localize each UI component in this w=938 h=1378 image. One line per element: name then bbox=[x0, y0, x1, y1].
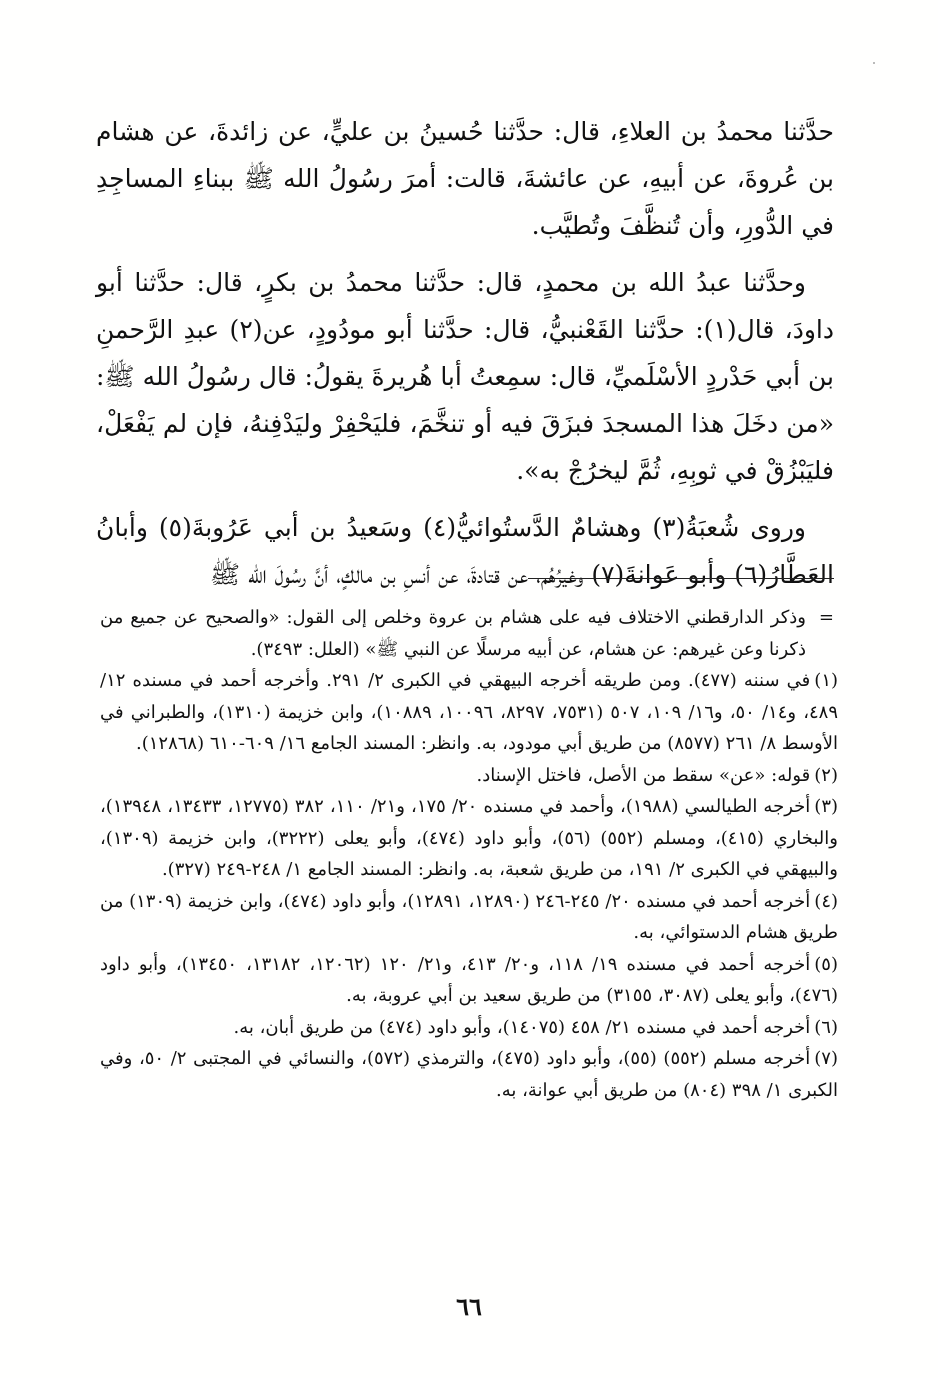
footnote-3 bbox=[100, 791, 838, 886]
footnote-2 bbox=[100, 760, 838, 792]
footnote-number: (١) bbox=[814, 670, 839, 691]
footnote-text: أخرجه الطيالسي (١٩٨٨)، وأحمد في مسنده ٢٠/ ١٧٥، و٢١/ ١١٠، ٣٨٢ (١٢٧٧٥، ١٣٤٣٣، ١٣٩٤٨)، والبخاري (٤١٥)، ومسلم (٥٥٢) (٥٦)، وأبو داود (٤٧٤)، وأبو يعلى (٣٢٢٢)، وابن خزيمة (١٣٠٩)، والبيهقي في الكبرى ٢/ ١٩١، من طريق شعبة، به. وانظر: المسند الجامع ١/ ٢٤٨-٢٤٩ (٣٢٧). bbox=[100, 796, 838, 880]
paragraph-2: وحدَّثنا عبدُ الله بن محمدٍ، قال: حدَّثنا محمدُ بن بكرٍ، قال: حدَّثنا أبو داودَ، قال(١): حدَّثنا القَعْنبيُّ، قال: حدَّثنا أبو مودُودٍ، عن(٢) عبدِ الرَّحمنِ بن أبي حَدْردٍ الأسْلَميِّ، قال: سمِعتُ أبا هُريرةَ يقولُ: قال رسُولُ الله ﷺ: «من دخَلَ هذا المسجدَ فبزَقَ فيه أو تنخَّمَ، فليَحْفِرْ وليَدْفِنهُ، فإن لم يَفْعَلْ، فليَبْزُقْ في ثوبِهِ، ثُمَّ ليخرُجْ به». bbox=[96, 268, 834, 485]
footnote-number: (٦) bbox=[814, 1016, 838, 1038]
footnote-number: (٤) bbox=[814, 890, 839, 912]
footnote-number: (٣) bbox=[814, 796, 839, 817]
footnote-text: أخرجه أحمد في مسنده ١٩/ ١١٨، و٢٠/ ٤١٣، و٢١/ ١٢٠ (١٢٠٦٢، ١٣١٨٢، ١٣٤٥٠)، وأبو داود (٤٧٦)، وأبو يعلى (٣٠٨٧، ٣١٥٥) من طريق سعيد بن أبي عروبة، به. bbox=[100, 953, 838, 1006]
footnote-6 bbox=[100, 1012, 838, 1044]
footnote-text: في سننه (٤٧٧). ومن طريقه أخرجه البيهقي في الكبرى ٢/ ٢٩١. وأخرجه أحمد في مسنده ١٢/ ٤٨٩، و١٤/ ٥٠، و١٦/ ١٠٩، ٥٠٧ (٧٥٣١، ٨٢٩٧، ١٠٠٩٦، ١٠٨٨٩)، وابن خزيمة (١٣١٠)، والطبراني في الأوسط ٨/ ٢٦١ (٨٥٧٧) من طريق أبي مودود، به. وانظر: المسند الجامع ١٦/ ٦٠٩-٦١٠ (١٢٨٦٨). bbox=[100, 670, 839, 754]
speck bbox=[873, 62, 875, 64]
footnote-text: أخرجه أحمد في مسنده ٢٠/ ٢٤٥-٢٤٦ (١٢٨٩٠، ١٢٨٩١)، وأبو داود (٤٧٤)، وابن خزيمة (١٣٠٩) من طريق هشام الدستوائي، به. bbox=[100, 890, 838, 943]
footnote-number: (٧) bbox=[814, 1048, 838, 1069]
footnote-text: أخرجه أحمد في مسنده ٢١/ ٤٥٨ (١٤٠٧٥)، وأبو داود (٤٧٤) من طريق أبان، به. bbox=[233, 1016, 811, 1038]
footnote-7 bbox=[100, 1043, 838, 1106]
footnote-continuation bbox=[100, 602, 838, 665]
continuation-mark: = bbox=[818, 607, 834, 628]
footnote-number: (٢) bbox=[814, 764, 838, 786]
footnote-number: (٥) bbox=[814, 953, 838, 975]
footnotes bbox=[100, 602, 838, 1106]
page-number: ٦٦ bbox=[456, 1292, 482, 1321]
footnote-4 bbox=[100, 886, 838, 949]
paragraph-3: وروى شُعبَةُ(٣) وهشامٌ الدَّستُوائيُّ(٤) وسَعيدُ بن أبي عَرُوبةَ(٥) وأبانُ العَطَّارُ(٦) وأبو عَوانةَ(٧) وغيرُهُم، عن قتادةَ، عن أنسِ بن مالكٍ، أنَّ رسُولَ الله ﷺ bbox=[96, 513, 834, 589]
continuation-text: وذكر الدارقطني الاختلاف فيه على هشام بن عروة وخلص إلى القول: «والصحيح عن جميع من ذكرنا وعن غيرهم: عن هشام، عن أبيه مرسلًا عن النبي ﷺ» (العلل: ٣٤٩٣). bbox=[100, 607, 806, 660]
footnote-5 bbox=[100, 949, 838, 1012]
footnote-separator bbox=[528, 578, 834, 579]
footnote-1 bbox=[100, 665, 838, 760]
footnote-text: أخرجه مسلم (٥٥٢) (٥٥)، وأبو داود (٤٧٥)، والترمذي (٥٧٢)، والنسائي في المجتبى ٢/ ٥٠، وفي الكبرى ١/ ٣٩٨ (٨٠٤) من طريق أبي عوانة، به. bbox=[100, 1048, 838, 1101]
main-text bbox=[96, 108, 834, 598]
footnote-text: قوله: «عن» سقط من الأصل، فاختل الإسناد. bbox=[476, 764, 811, 786]
paragraph-1: حدَّثنا محمدُ بن العلاءِ، قال: حدَّثنا حُسينُ بن عليٍّ، عن زائدةَ، عن هشام بن عُروةَ، عن أبيهِ، عن عائشةَ، قالت: أمرَ رسُولُ الله ﷺ ببناءِ المساجِدِ في الدُّورِ، وأن تُنظَّفَ وتُطيَّب. bbox=[96, 117, 834, 240]
